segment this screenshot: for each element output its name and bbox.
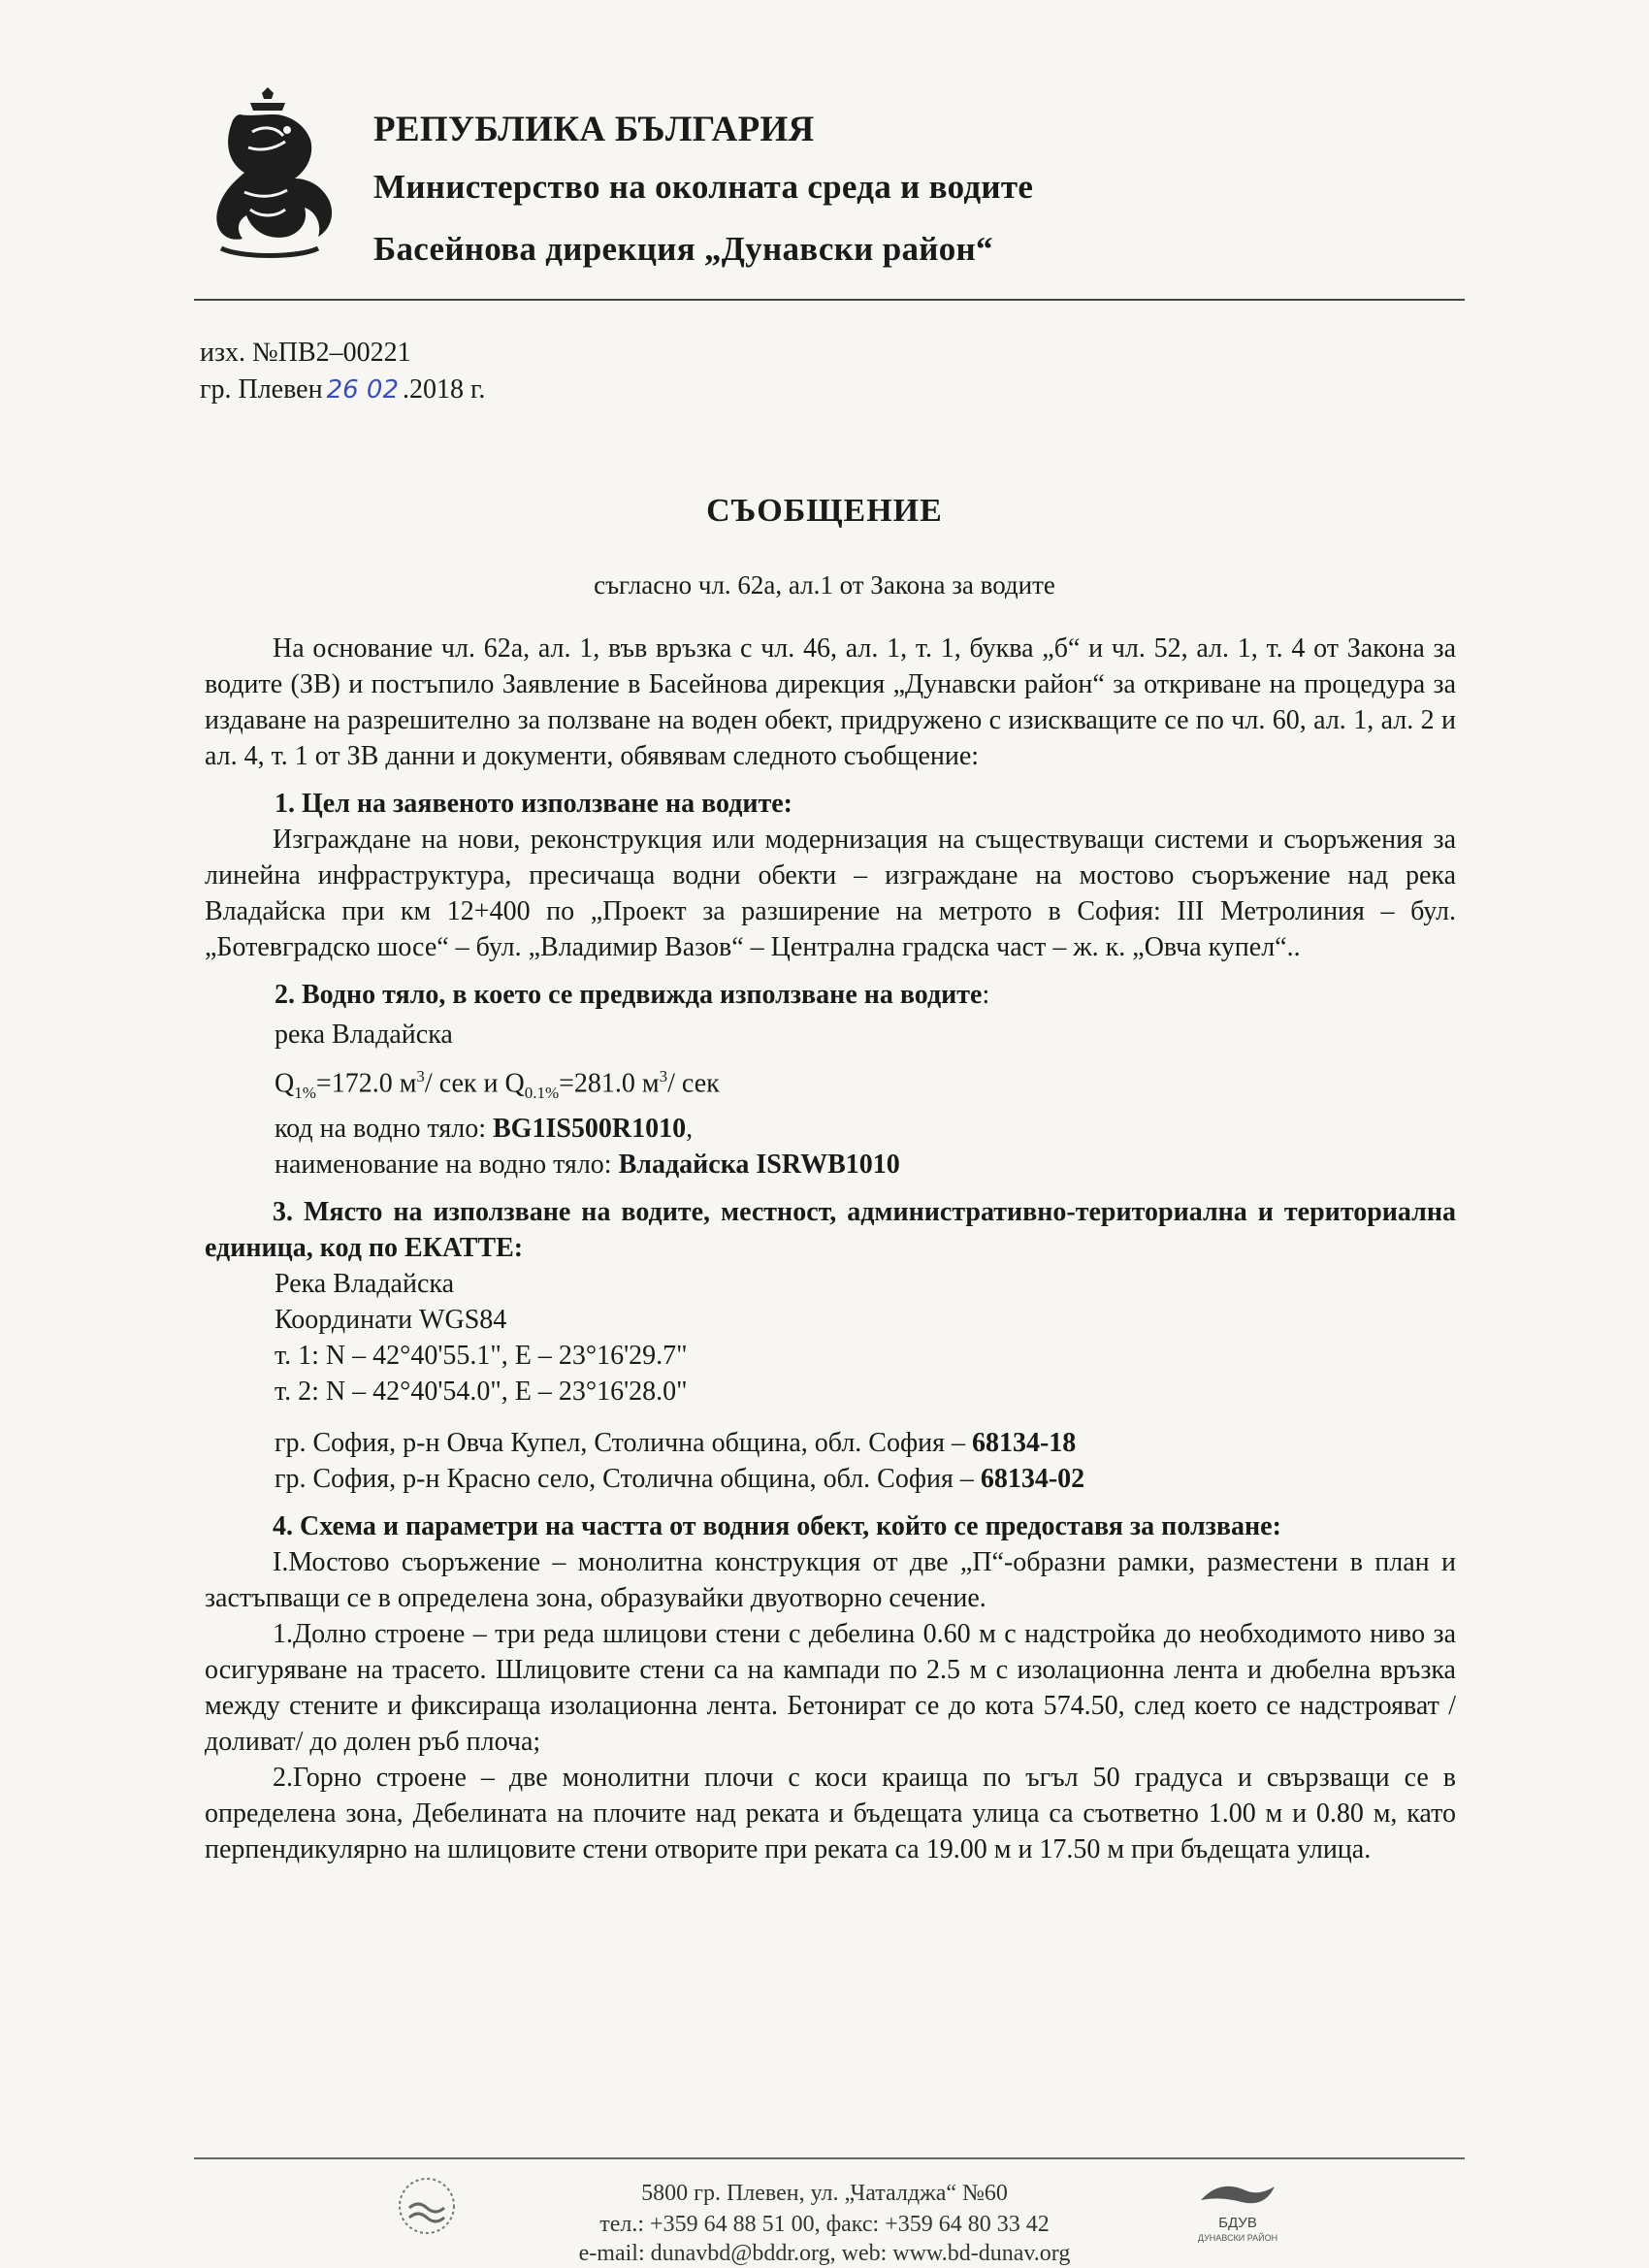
coordinate-point-2: т. 2: N – 42°40'54.0", E – 23°16'28.0": [275, 1376, 688, 1407]
coordinates-title: Координати WGS84: [275, 1304, 507, 1335]
footer-address: 5800 гр. Плевен, ул. „Чаталджа“ №60: [641, 2181, 1008, 2206]
section-3-heading: 3. Място на използване на водите, местност, административно-териториална и териториална единица, код по ЕКАТТЕ:: [205, 1196, 1456, 1263]
section-4-paragraph-3: 2.Горно строене – две монолитни плочи с коси краища по ъгъл 50 градуса и свързващи се в определена зона, Дебелината на плочите над реката и бъдещата улица са съответно 1.00 м и 0.80 м, като перпендикулярно на шлицовите стени отворите при реката са 19.00 м и 17.50 м при бъдещата улица.: [205, 1762, 1456, 1864]
page-subtitle: съгласно чл. 62а, ал.1 от Закона за водите: [594, 570, 1055, 599]
name-label: наименование на водно тяло:: [275, 1149, 619, 1180]
bduv-logo-icon: [1191, 2171, 1284, 2251]
ekatte-code-1: 68134-18: [971, 1427, 1077, 1458]
lion-coat-of-arms-icon: [194, 85, 340, 260]
q1-subscript: 1%: [294, 1083, 316, 1102]
location-river: Река Владайска: [275, 1268, 455, 1299]
location-2-text: гр. София, р-н Красно село, Столична община, обл. София –: [275, 1463, 981, 1494]
handwritten-date: 26 02: [326, 375, 400, 405]
q2-unit: / сек: [667, 1068, 720, 1099]
code-label: код на водно тяло:: [275, 1113, 493, 1144]
footer-divider: [194, 2157, 1465, 2159]
q1-unit: / сек и Q: [424, 1068, 525, 1099]
header-divider: [194, 299, 1465, 301]
section-1-text: Изграждане на нови, реконструкция или модернизация на съществуващи системи и съоръжения за линейна инфраструктура, пресичаща водни обекти – изграждане на мостово съоръжение над река Владайска при км 12+400 по „Проект за разширение на метрото в София: III Метролиния – бул. „Ботевградско шосе“ – бул. „Владимир Вазов“ – Централна градска част – ж. к. „Овча купел“..: [205, 825, 1456, 962]
year-suffix: .2018 г.: [403, 374, 486, 405]
section-2-heading: [205, 977, 1456, 1013]
section-4-paragraph-2: 1.Долно строене – три реда шлицови стени с дебелина 0.60 м с надстройка до необходимото ниво за осигуряване на трасето. Шлицовите стени са на кампади по 2.5 м с изолационна лента и дюбелна връзка между стените и фиксираща изолационна лента. Бетонират се до кота 574.50, след което се надстрояват /доливат/ до долен ръб плоча;: [205, 1618, 1456, 1757]
location-1-text: гр. София, р-н Овча Купел, Столична община, обл. София –: [275, 1427, 972, 1458]
coordinate-point-1: т. 1: N – 42°40'55.1", E – 23°16'29.7": [275, 1340, 688, 1371]
page-title: СЪОБЩЕНИЕ: [706, 493, 943, 529]
ekatte-code-2: 68134-02: [980, 1463, 1085, 1494]
section-4-heading: 4. Схема и параметри на частта от водния обект, който се предоставя за ползване:: [273, 1510, 1281, 1541]
city-prefix: гр. Плевен: [200, 374, 323, 405]
section-2-heading-text: 2. Водно тяло, в което се предвижда използване на водите: [275, 980, 983, 1010]
country-name: РЕПУБЛИКА БЪЛГАРИЯ: [373, 110, 815, 149]
footer-email: e-mail: dunavbd@bddr.org, web: www.bd-dunav.org: [578, 2241, 1071, 2266]
location-line-1: [205, 1425, 1456, 1461]
section-2-heading-colon: :: [982, 980, 990, 1010]
ministry-name: Министерство на околната среда и водите: [373, 168, 1034, 206]
water-body-river: река Владайска: [275, 1020, 453, 1050]
flow-values: [205, 1058, 1456, 1111]
footer-phone: тел.: +359 64 88 51 00, факс: +359 64 80 33 42: [599, 2212, 1050, 2237]
intro-paragraph: На основание чл. 62а, ал. 1, във връзка с чл. 46, ал. 1, т. 1, буква „б“ и чл. 52, ал. 1, т. 4 от Закона за водите (ЗВ) и постъпило Заявление в Басейнова дирекция „Дунавски район“ за откриване на процедура за издаване на разрешително за ползване на воден обект, придружено с изискващите се по чл. 60, ал. 1, ал. 2 и ал. 4, т. 1 от ЗВ данни и документи, обявявам следното съобщение:: [205, 633, 1456, 771]
section-1-heading: 1. Цел на заявеното използване на водите:: [275, 789, 792, 819]
date-line: [200, 374, 485, 405]
q1-value: =172.0 м: [315, 1068, 417, 1099]
water-body-name: [205, 1147, 1456, 1183]
directorate-name: Басейнова дирекция „Дунавски район“: [373, 230, 993, 268]
section-4-paragraph-1: I.Мостово съоръжение – монолитна конструкция от две „П“-образни рамки, разместени в план и застъпващи се в определена зона, образувайки двуотворно сечение.: [205, 1546, 1456, 1613]
code-value: BG1IS500R1010: [492, 1113, 687, 1144]
logo-text: БДУВ: [1218, 2215, 1257, 2231]
location-line-2: [205, 1461, 1456, 1497]
reference-number: изх. №ПВ2–00221: [200, 338, 411, 368]
q2-subscript: 0.1%: [524, 1083, 560, 1102]
q1-superscript: 3: [416, 1067, 425, 1085]
name-value: Владайска ISRWB1010: [618, 1149, 900, 1180]
logo-subtext: ДУНАВСКИ РАЙОН: [1197, 2233, 1278, 2243]
code-tail: ,: [686, 1113, 694, 1144]
water-body-code: [205, 1111, 1456, 1147]
q2-value: =281.0 м: [559, 1068, 660, 1099]
q2-superscript: 3: [659, 1067, 668, 1085]
notice-body: [205, 631, 1456, 1867]
q1-symbol: Q: [275, 1068, 295, 1099]
